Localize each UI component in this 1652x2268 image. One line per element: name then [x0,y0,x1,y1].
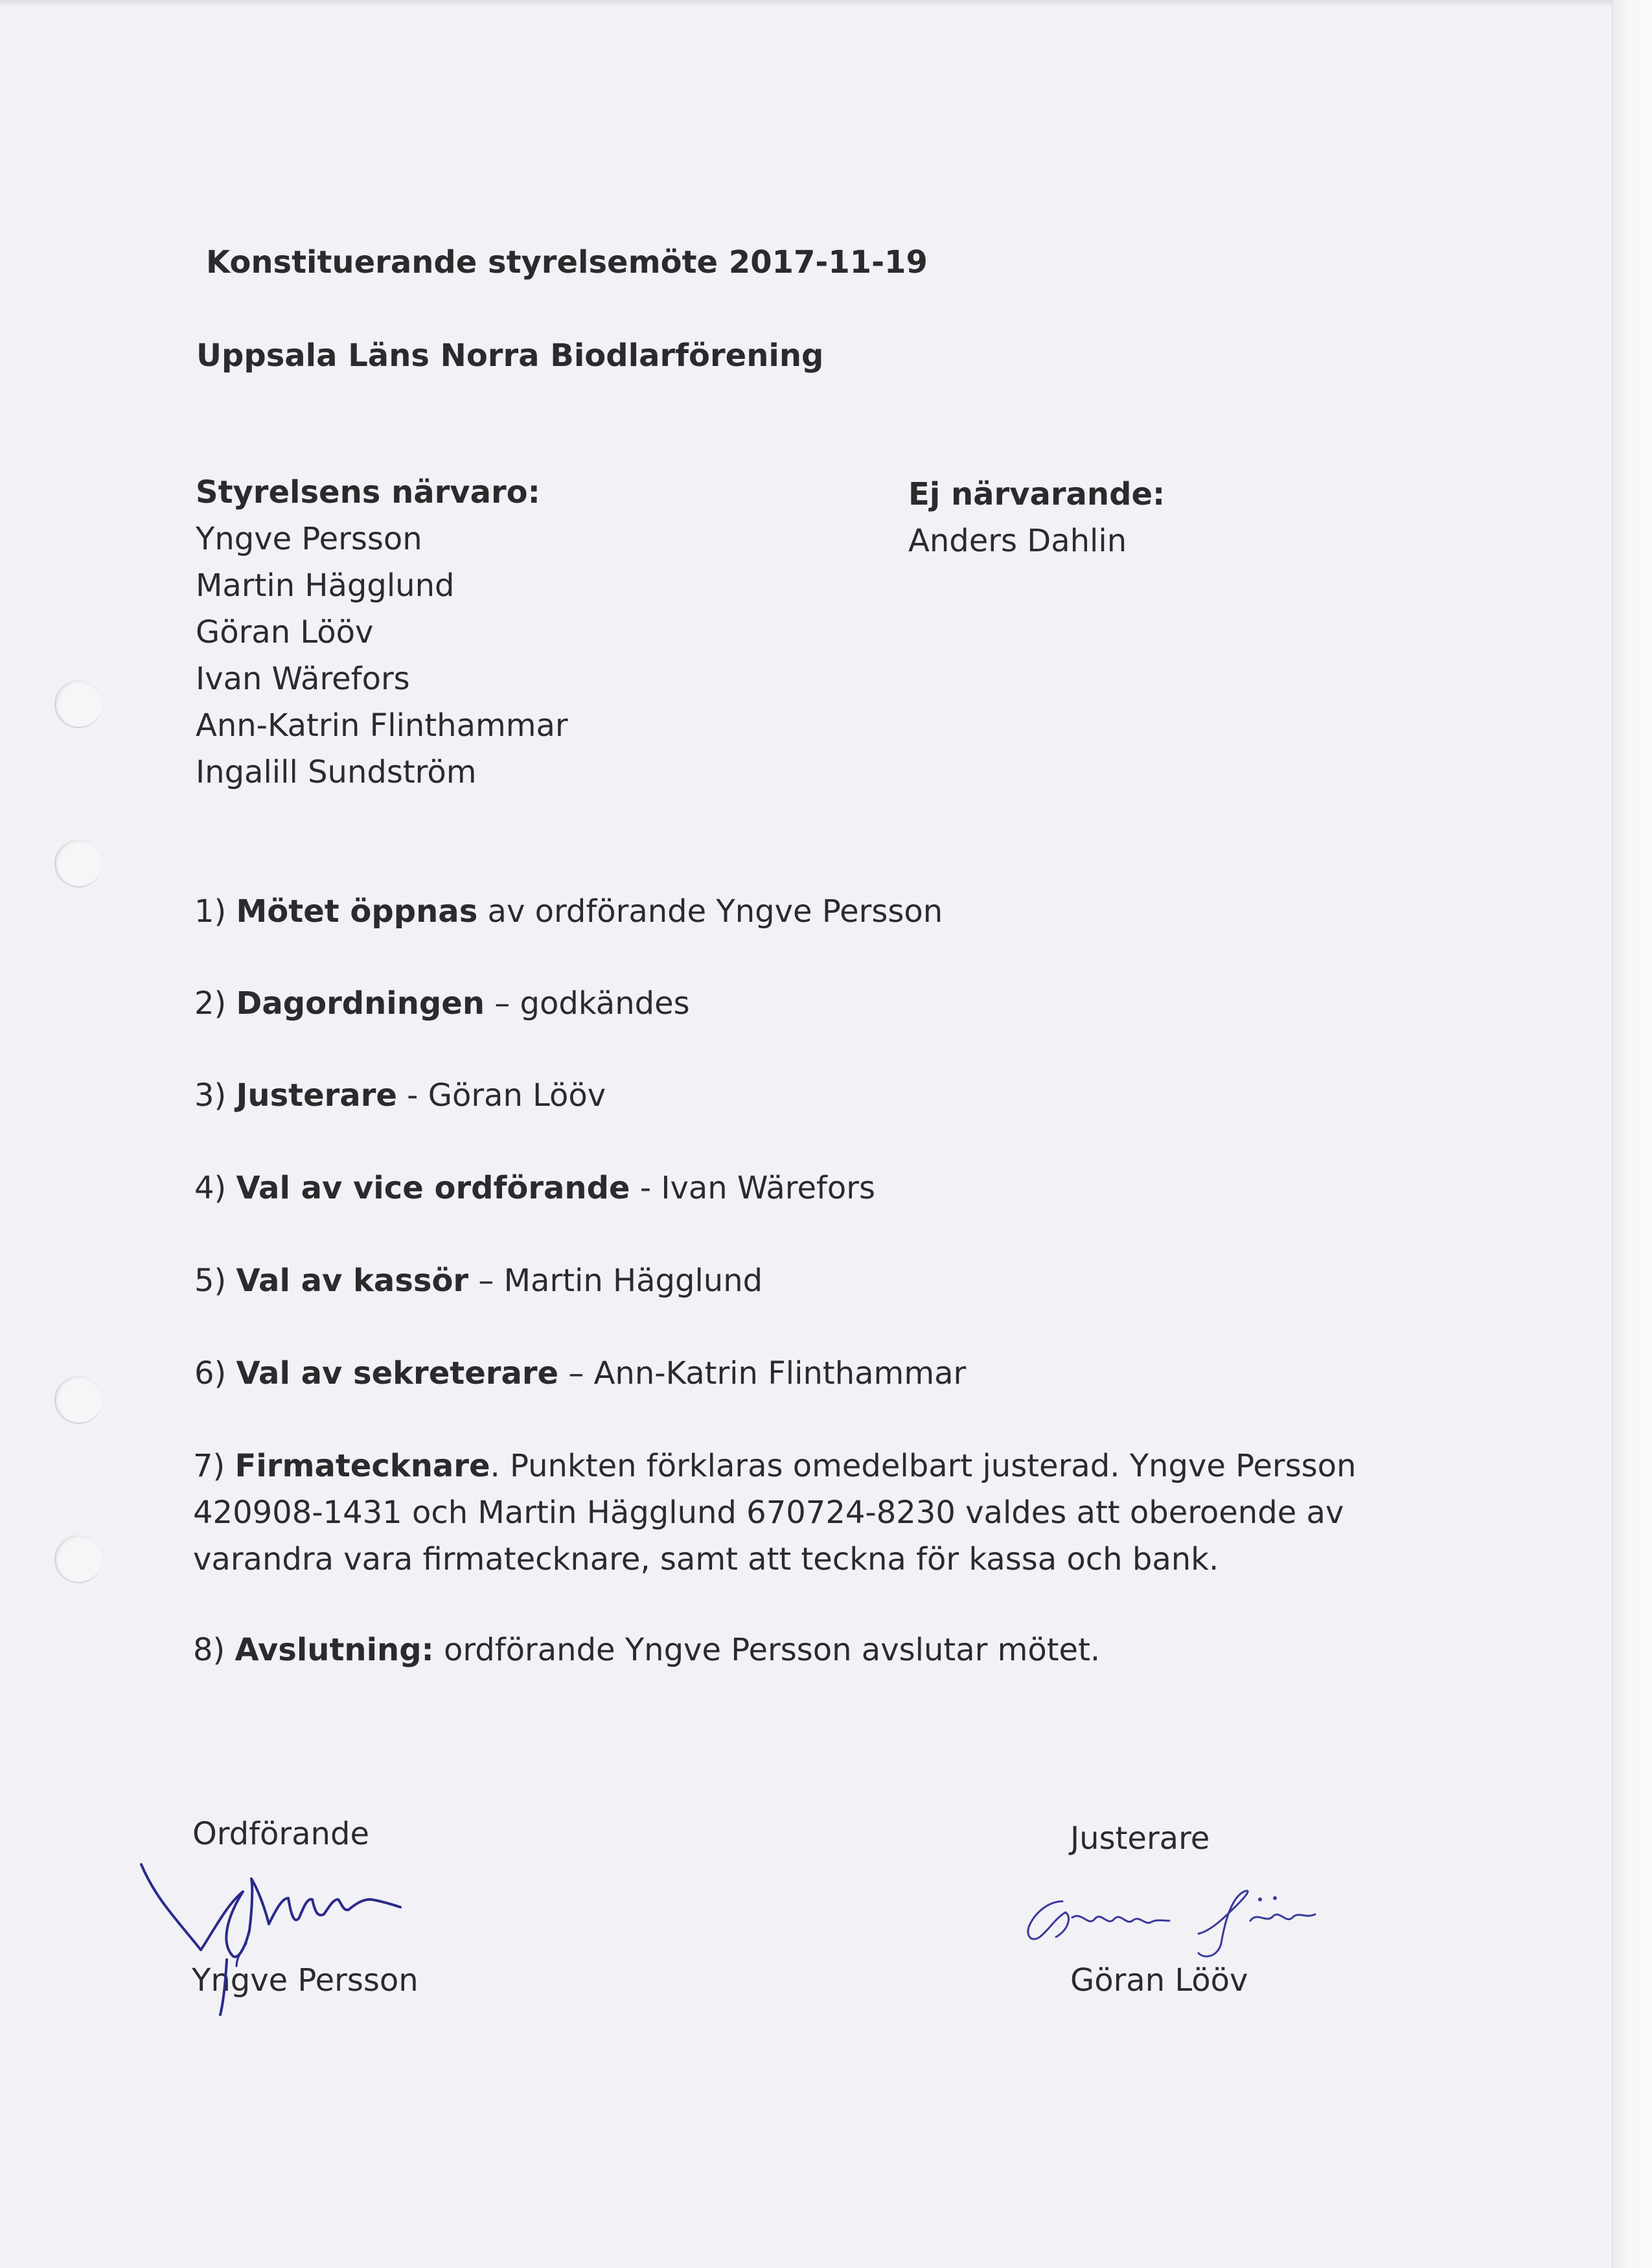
agenda-item-1 [194,888,943,935]
agenda-line [193,1443,1356,1489]
present-member: Göran Lööv [196,614,374,650]
agenda-item-3 [194,1072,606,1119]
agenda-number: 7) [193,1448,225,1484]
agenda-number: 5) [194,1263,227,1299]
absent-heading: Ej närvarande: [908,476,1165,512]
punch-hole [54,1376,102,1424]
adjuster-name: Göran Lööv [1070,1962,1248,1999]
present-member: Ingalill Sundström [196,754,477,790]
agenda-text: av ordförande Yngve Persson [477,893,943,930]
present-member: Martin Hägglund [196,567,455,604]
present-member: Yngve Persson [196,521,422,557]
agenda-text: – Martin Hägglund [468,1263,763,1299]
absent-list [908,471,1165,564]
agenda-number: 8) [193,1632,225,1668]
agenda-heading: Dagordningen [236,985,485,1022]
punch-hole [54,680,102,728]
chair-name: Yngve Persson [192,1962,419,1999]
punch-hole [54,1535,102,1583]
agenda-item-5 [194,1257,763,1304]
scan-edge-top [0,0,1652,6]
agenda-number: 3) [194,1077,227,1114]
agenda-item-4 [194,1165,875,1211]
agenda-heading: Val av sekreterare [236,1355,559,1392]
present-member: Ann-Katrin Flinthammar [196,707,568,744]
agenda-heading: Firmatecknare [235,1448,490,1484]
agenda-text: – Ann-Katrin Flinthammar [558,1355,967,1392]
agenda-text: - Ivan Wärefors [630,1170,875,1206]
agenda-heading: Val av kassör [236,1263,469,1299]
agenda-line: 420908-1431 och Martin Hägglund 670724-8230 valdes att oberoende av [193,1495,1344,1531]
chair-role-label: Ordförande [192,1816,369,1852]
agenda-text: – godkändes [485,985,690,1022]
agenda-item-7 [193,1443,1356,1583]
agenda-item-8 [193,1627,1100,1673]
adjuster-signature [1011,1872,1399,1969]
agenda-line: varandra vara firmatecknare, samt att teckna för kassa och bank. [193,1541,1219,1577]
agenda-item-2 [194,980,690,1027]
present-list [196,469,568,796]
present-heading: Styrelsens närvaro: [196,474,540,510]
agenda-heading: Val av vice ordförande [236,1170,630,1206]
chair-signature [130,1827,518,2021]
agenda-heading: Avslutning: [235,1632,434,1668]
agenda-heading: Mötet öppnas [236,893,478,930]
adjuster-role-label: Justerare [1070,1820,1210,1857]
agenda-number: 2) [194,985,227,1022]
agenda-number: 1) [194,893,227,930]
agenda-number: 4) [194,1170,227,1206]
scan-edge-right [1612,0,1652,2268]
agenda-heading: Justerare [236,1077,397,1114]
punch-hole [54,840,102,888]
organization-name: Uppsala Läns Norra Biodlarförening [196,338,824,374]
agenda-text: ordförande Yngve Persson avslutar mötet. [433,1632,1101,1668]
agenda-text: - Göran Lööv [396,1077,606,1114]
agenda-number: 6) [194,1355,227,1392]
agenda-item-6 [194,1350,966,1397]
absent-member: Anders Dahlin [908,523,1127,559]
agenda-text: . Punkten förklaras omedelbart justerad. Yngve Persson [490,1448,1357,1484]
present-member: Ivan Wärefors [196,661,410,697]
document-title: Konstituerande styrelsemöte 2017-11-19 [206,244,928,281]
